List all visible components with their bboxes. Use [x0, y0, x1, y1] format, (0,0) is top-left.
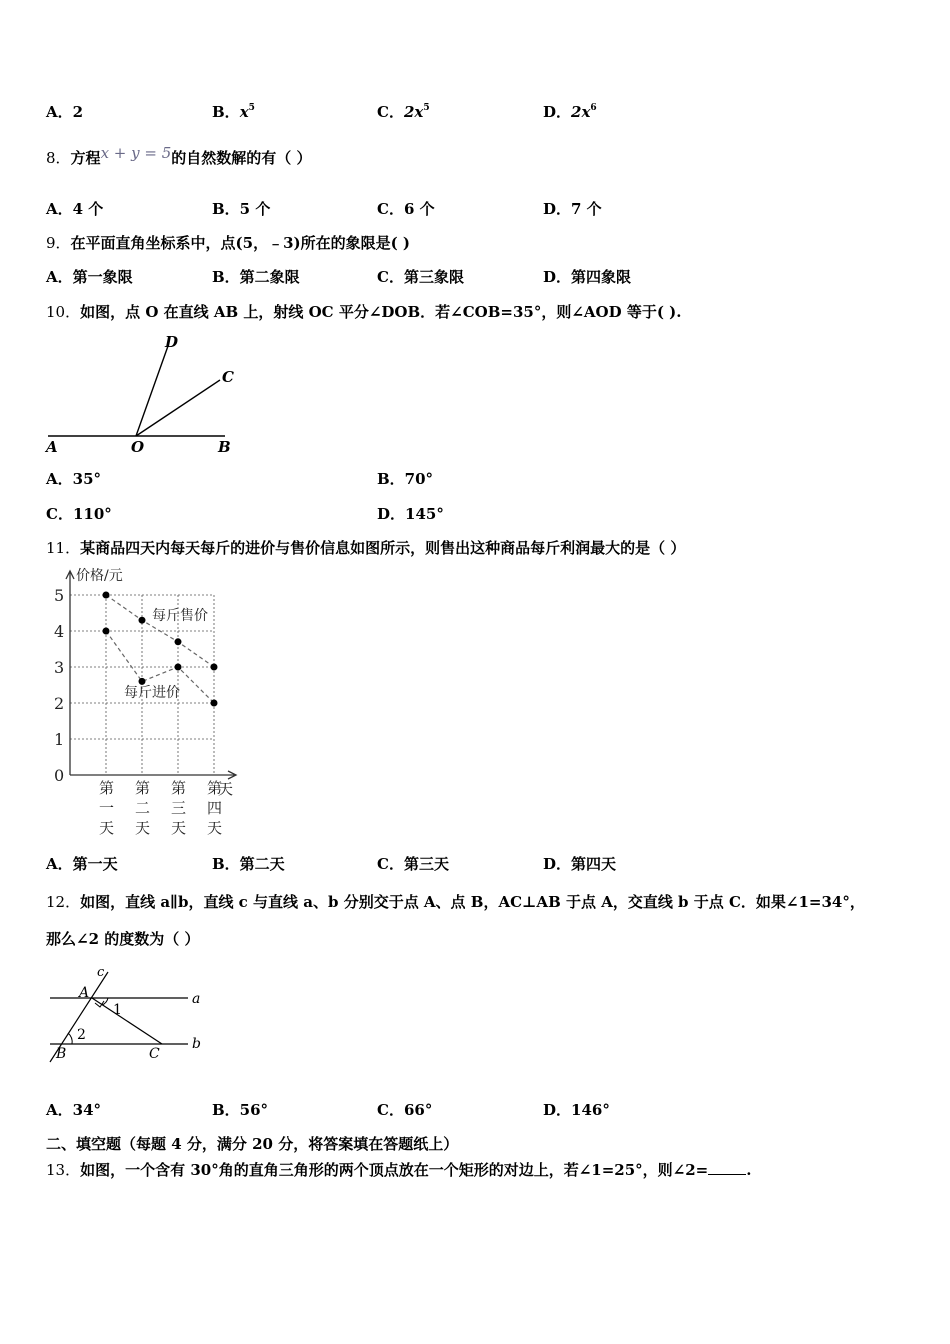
- q8-option-a[interactable]: A．4 个: [46, 200, 104, 218]
- y-tick-label: 1: [54, 730, 65, 749]
- label-c: C: [222, 368, 234, 386]
- q8-option-d[interactable]: D．7 个: [543, 200, 602, 218]
- legend-sell: 每斤售价: [152, 608, 208, 624]
- x-category-label: 第: [99, 779, 115, 797]
- q10-stem: 10．如图，点 O 在直线 AB 上，射线 OC 平分∠DOB．若∠COB=35°，则∠AOD 等于( ).: [46, 303, 682, 321]
- x-category-label: 第: [171, 779, 187, 797]
- data-point-sell: [103, 592, 110, 599]
- q12-option-d[interactable]: D．146°: [543, 1101, 610, 1119]
- q9-option-d[interactable]: D．第四象限: [543, 268, 632, 286]
- x-category-label: 四: [207, 799, 223, 817]
- q8-stem: 8．方程x + y = 5的自然数解的有（ ）: [46, 144, 312, 167]
- x-category-label: 三: [171, 799, 187, 817]
- x-category-label: 一: [99, 799, 115, 817]
- x-axis-label: 天: [218, 780, 234, 798]
- y-tick-label: 4: [54, 622, 65, 641]
- x-category-label: 第: [135, 779, 151, 797]
- q11-option-d[interactable]: D．第四天: [543, 855, 617, 873]
- x-category-label: 天: [135, 819, 151, 835]
- y-tick-labels: [54, 586, 64, 785]
- x-category-labels: [99, 779, 222, 835]
- q9-option-b[interactable]: B．第二象限: [212, 268, 300, 286]
- label-b: B: [218, 438, 231, 456]
- angle-1-arc: [102, 998, 108, 1005]
- q9-option-a[interactable]: A．第一象限: [46, 268, 133, 286]
- label-1: 1: [113, 1002, 122, 1018]
- section-2-heading: 二、填空题（每题 4 分，满分 20 分，将答案填在答题纸上）: [46, 1135, 459, 1153]
- q12-stem-line2: 那么∠2 的度数为（ ）: [46, 930, 200, 948]
- data-point-sell: [175, 638, 182, 645]
- q12-option-c[interactable]: C．66°: [377, 1101, 433, 1119]
- price-chart: [40, 560, 250, 835]
- data-point-buy: [175, 664, 182, 671]
- x-category-label: 天: [99, 819, 115, 835]
- label-b-point: B: [56, 1046, 67, 1062]
- q11-stem: 11．某商品四天内每天每斤的进价与售价信息如图所示，则售出这种商品每斤利润最大的是（ ）: [46, 539, 686, 557]
- data-point-sell: [211, 664, 218, 671]
- x-category-label: 天: [171, 819, 187, 835]
- q7-option-d[interactable]: D．$2x^6$: [543, 103, 597, 121]
- q8-option-b[interactable]: B．5 个: [212, 200, 271, 218]
- q8-equation: x + y = 5: [100, 144, 172, 162]
- q7-option-b[interactable]: B．$x^5$: [212, 103, 255, 121]
- q9-stem: 9．在平面直角坐标系中，点(5，﹣3)所在的象限是( ): [46, 234, 411, 252]
- y-tick-label: 5: [54, 586, 65, 605]
- q12-parallel-figure: [40, 962, 220, 1067]
- y-tick-label: 3: [54, 658, 65, 677]
- q7-option-a[interactable]: A．2: [46, 103, 84, 121]
- q7-option-c[interactable]: C．$2x^5$: [377, 103, 430, 121]
- y-axis-label: 价格/元: [76, 568, 123, 584]
- q11-option-b[interactable]: B．第二天: [212, 855, 285, 873]
- label-a: A: [46, 438, 58, 456]
- x-category-label: 第: [207, 779, 223, 797]
- q12-option-a[interactable]: A．34°: [46, 1101, 102, 1119]
- data-point-buy: [103, 628, 110, 635]
- q8-option-c[interactable]: C．6 个: [377, 200, 435, 218]
- q12-option-b[interactable]: B．56°: [212, 1101, 269, 1119]
- ray-oc: [136, 380, 220, 436]
- q10-option-d[interactable]: D．145°: [377, 505, 444, 523]
- label-a-point: A: [79, 985, 90, 1001]
- data-point-buy: [211, 700, 218, 707]
- label-d: D: [165, 333, 179, 351]
- q10-option-c[interactable]: C．110°: [46, 505, 112, 523]
- ray-od: [136, 346, 168, 436]
- y-tick-label: 2: [54, 694, 65, 713]
- label-c: c: [97, 965, 105, 980]
- data-point-buy: [139, 678, 146, 685]
- q11-option-a[interactable]: A．第一天: [46, 855, 118, 873]
- q10-option-a[interactable]: A．35°: [46, 470, 102, 488]
- q10-angle-figure: [40, 330, 250, 460]
- y-tick-label: 0: [54, 766, 65, 785]
- x-category-label: 天: [207, 819, 223, 835]
- q13-stem: 13．如图，一个含有 30°角的直角三角形的两个顶点放在一个矩形的对边上，若∠1=25°，则∠2= .: [46, 1161, 752, 1179]
- q11-option-c[interactable]: C．第三天: [377, 855, 449, 873]
- legend-buy: 每斤进价: [124, 685, 180, 701]
- label-c-point: C: [149, 1046, 160, 1062]
- label-2: 2: [77, 1027, 86, 1043]
- q10-option-b[interactable]: B．70°: [377, 470, 434, 488]
- q9-option-c[interactable]: C．第三象限: [377, 268, 464, 286]
- angle-2-arc: [68, 1033, 72, 1044]
- q12-stem-line1: 12．如图，直线 a∥b，直线 c 与直线 a、b 分别交于点 A、点 B，AC⊥AB 于点 A，交直线 b 于点 C．如果∠1=34°，: [46, 893, 865, 911]
- data-point-sell: [139, 617, 146, 624]
- x-category-label: 二: [135, 799, 151, 817]
- label-b-line: b: [192, 1036, 201, 1052]
- label-o: O: [131, 438, 145, 456]
- label-a-line: a: [192, 991, 201, 1007]
- right-angle-mark: [95, 1001, 104, 1007]
- q13-answer-blank[interactable]: [708, 1160, 746, 1175]
